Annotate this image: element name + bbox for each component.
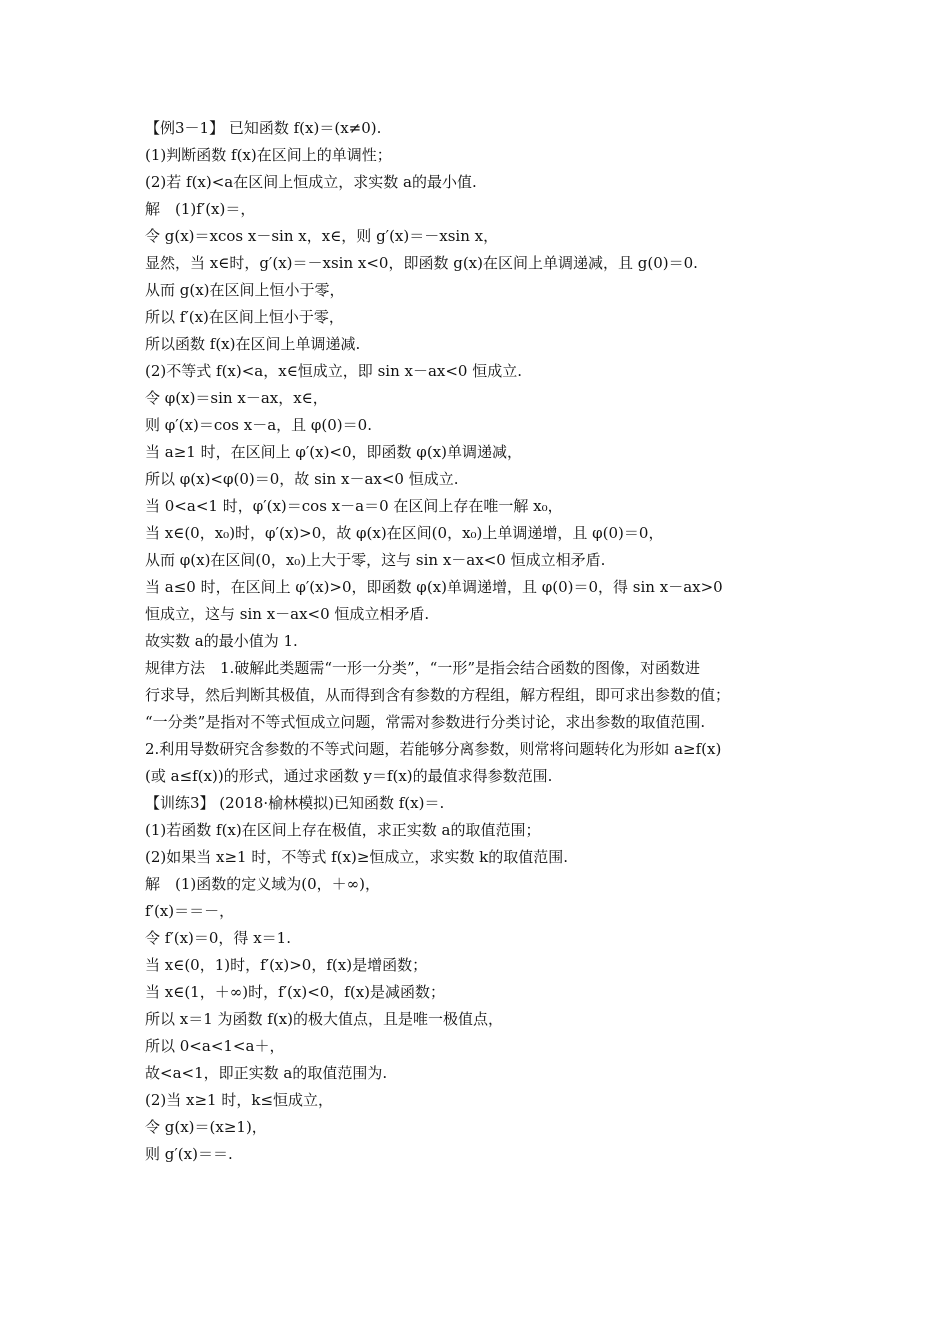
text-line: 则 g′(x)＝＝. xyxy=(145,1145,233,1163)
text-line: 当 a≥1 时，在区间上 φ′(x)<0，即函数 φ(x)单调递减， xyxy=(145,443,522,461)
text-line: 所以 x＝1 为函数 f(x)的极大值点，且是唯一极值点， xyxy=(145,1010,504,1028)
text-line: 规律方法 1.破解此类题需“一形一分类”，“一形”是指会结合函数的图像，对函数进 xyxy=(145,659,700,677)
text-line: 当 a≤0 时，在区间上 φ′(x)>0，即函数 φ(x)单调递增，且 φ(0)＝0，得 sin x－ax>0 xyxy=(145,578,723,596)
text-line: (2)不等式 f(x)<a，x∈恒成立，即 sin x－ax<0 恒成立. xyxy=(145,362,523,380)
text-line: (1)判断函数 f(x)在区间上的单调性； xyxy=(145,146,392,164)
text-line: (2)当 x≥1 时，k≤恒成立， xyxy=(145,1091,334,1109)
text-line: 所以 f′(x)在区间上恒小于零， xyxy=(145,308,344,326)
text-line: 当 x∈(0，1)时，f′(x)>0，f(x)是增函数； xyxy=(145,956,428,974)
text-line: 【训练3】 (2018·榆林模拟)已知函数 f(x)＝. xyxy=(145,794,445,812)
text-line: 令 g(x)＝(x≥1)， xyxy=(145,1118,267,1136)
text-line: “一分类”是指对不等式恒成立问题，常需对参数进行分类讨论，求出参数的取值范围. xyxy=(145,713,706,731)
text-line: 恒成立，这与 sin x－ax<0 恒成立相矛盾. xyxy=(145,605,430,623)
text-line: 从而 g(x)在区间上恒小于零， xyxy=(145,281,345,299)
text-line: 故<a<1，即正实数 a的取值范围为. xyxy=(145,1064,388,1082)
text-line: 当 0<a<1 时，φ′(x)＝cos x－a＝0 在区间上存在唯一解 x₀， xyxy=(145,497,563,515)
text-line: (2)若 f(x)<a在区间上恒成立，求实数 a的最小值. xyxy=(145,173,477,191)
text-line: 解 (1)函数的定义域为(0，＋∞)， xyxy=(145,875,380,893)
text-line: 2.利用导数研究含参数的不等式问题，若能够分离参数，则常将问题转化为形如 a≥f(x) xyxy=(145,740,722,758)
document-page xyxy=(145,115,815,1168)
text-line: 当 x∈(1，＋∞)时，f′(x)<0，f(x)是减函数； xyxy=(145,983,446,1001)
text-line: 所以函数 f(x)在区间上单调递减. xyxy=(145,335,361,353)
text-line: 显然，当 x∈时，g′(x)＝－xsin x<0，即函数 g(x)在区间上单调递减，且 g(0)＝0. xyxy=(145,254,698,272)
text-line: f′(x)＝＝－， xyxy=(145,902,235,920)
text-line: 【例3－1】 已知函数 f(x)＝(x≠0). xyxy=(145,119,382,137)
text-line: 所以 φ(x)<φ(0)＝0，故 sin x－ax<0 恒成立. xyxy=(145,470,459,488)
text-line: (2)如果当 x≥1 时，不等式 f(x)≥恒成立，求实数 k的取值范围. xyxy=(145,848,569,866)
text-line: 故实数 a的最小值为 1. xyxy=(145,632,298,650)
text-line: 从而 φ(x)在区间(0，x₀)上大于零，这与 sin x－ax<0 恒成立相矛盾. xyxy=(145,551,606,569)
text-line: 解 (1)f′(x)＝， xyxy=(145,200,256,218)
text-line: 行求导，然后判断其极值，从而得到含有参数的方程组，解方程组，即可求出参数的值； xyxy=(145,686,731,704)
text-line: 则 φ′(x)＝cos x－a，且 φ(0)＝0. xyxy=(145,416,372,434)
text-line: 所以 0<a<1<a＋， xyxy=(145,1037,285,1055)
text-line: (或 a≤f(x))的形式，通过求函数 y＝f(x)的最值求得参数范围. xyxy=(145,767,553,785)
text-line: 令 f′(x)＝0，得 x＝1. xyxy=(145,929,291,947)
text-line: (1)若函数 f(x)在区间上存在极值，求正实数 a的取值范围； xyxy=(145,821,541,839)
text-line: 当 x∈(0，x₀)时，φ′(x)>0，故 φ(x)在区间(0，x₀)上单调递增，且 φ(0)＝0， xyxy=(145,524,664,542)
text-line: 令 φ(x)＝sin x－ax，x∈， xyxy=(145,389,328,407)
text-line: 令 g(x)＝xcos x－sin x，x∈，则 g′(x)＝－xsin x， xyxy=(145,227,499,245)
